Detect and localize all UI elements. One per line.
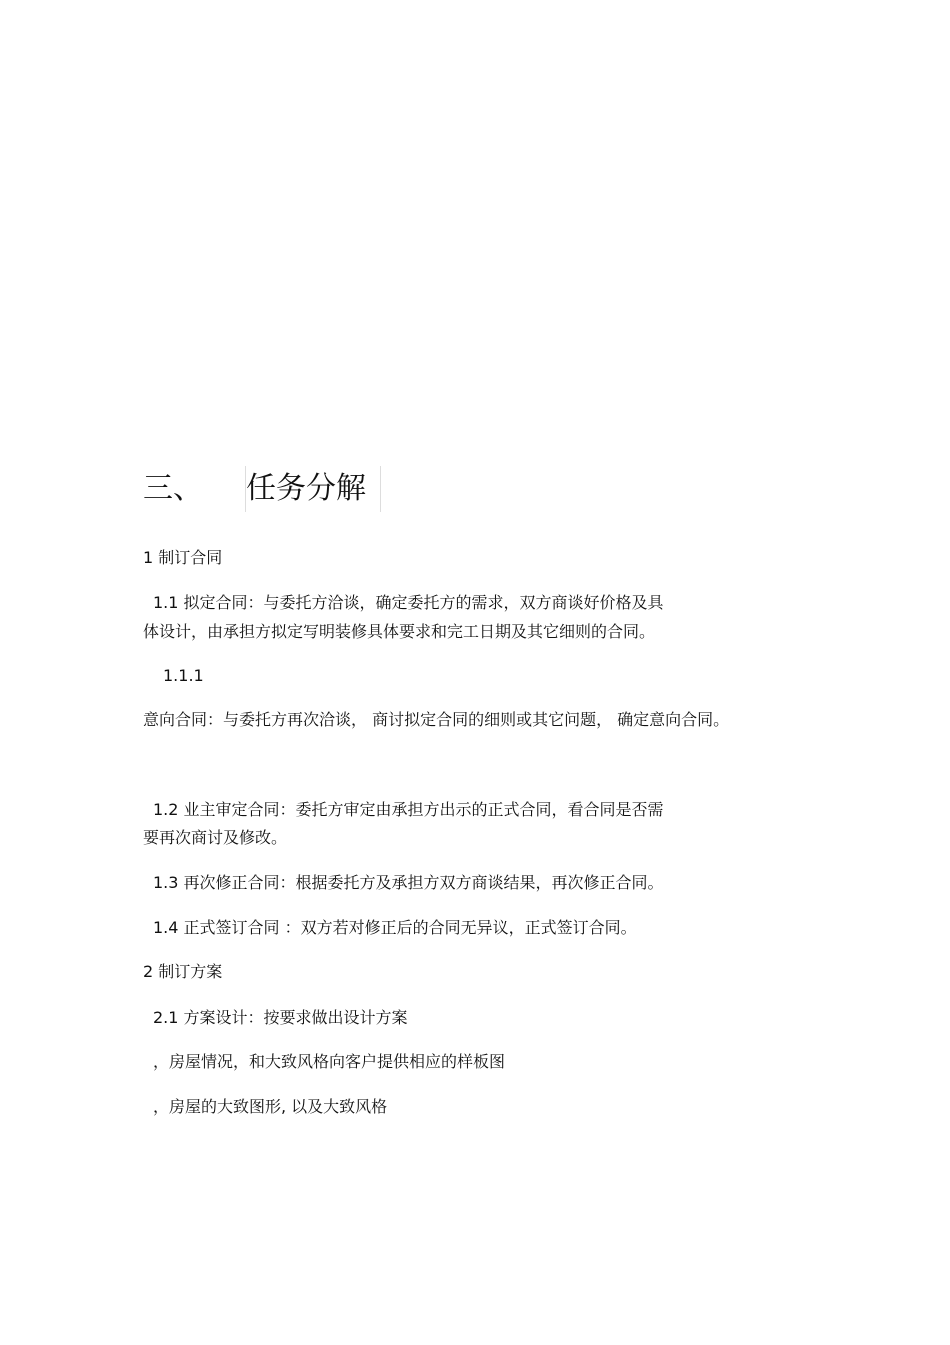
section-heading-number: 三、: [143, 471, 203, 506]
paragraph-2-1: 2.1 方案设计：按要求做出设计方案: [153, 1008, 408, 1027]
subsection-2-title: 2 制订方案: [143, 962, 223, 981]
paragraph-2-1-detail-b: ，房屋的大致图形, 以及大致风格: [153, 1097, 388, 1116]
section-heading-title: 任务分解: [245, 466, 381, 512]
paragraph-1-2-line-1: 1.2 业主审定合同：委托方审定由承担方出示的正式合同，看合同是否需: [153, 800, 664, 819]
paragraph-1-1-line-1: 1.1 拟定合同：与委托方洽谈，确定委托方的需求，双方商谈好价格及具: [153, 593, 664, 612]
paragraph-1-2-line-2: 要再次商讨及修改。: [143, 828, 288, 847]
paragraph-1-4: 1.4 正式签订合同 ：双方若对修正后的合同无异议，正式签订合同。: [153, 918, 637, 937]
item-1-1-1-text: 意向合同：与委托方再次洽谈， 商讨拟定合同的细则或其它问题， 确定意向合同。: [143, 710, 730, 729]
subsection-1-title: 1 制订合同: [143, 548, 223, 567]
item-1-1-1-number: 1.1.1: [163, 666, 204, 685]
paragraph-1-3: 1.3 再次修正合同：根据委托方及承担方双方商谈结果，再次修正合同。: [153, 873, 664, 892]
paragraph-1-1-line-2: 体设计，由承担方拟定写明装修具体要求和完工日期及其它细则的合同。: [143, 622, 656, 641]
paragraph-2-1-detail-a: ，房屋情况，和大致风格向客户提供相应的样板图: [153, 1052, 506, 1071]
